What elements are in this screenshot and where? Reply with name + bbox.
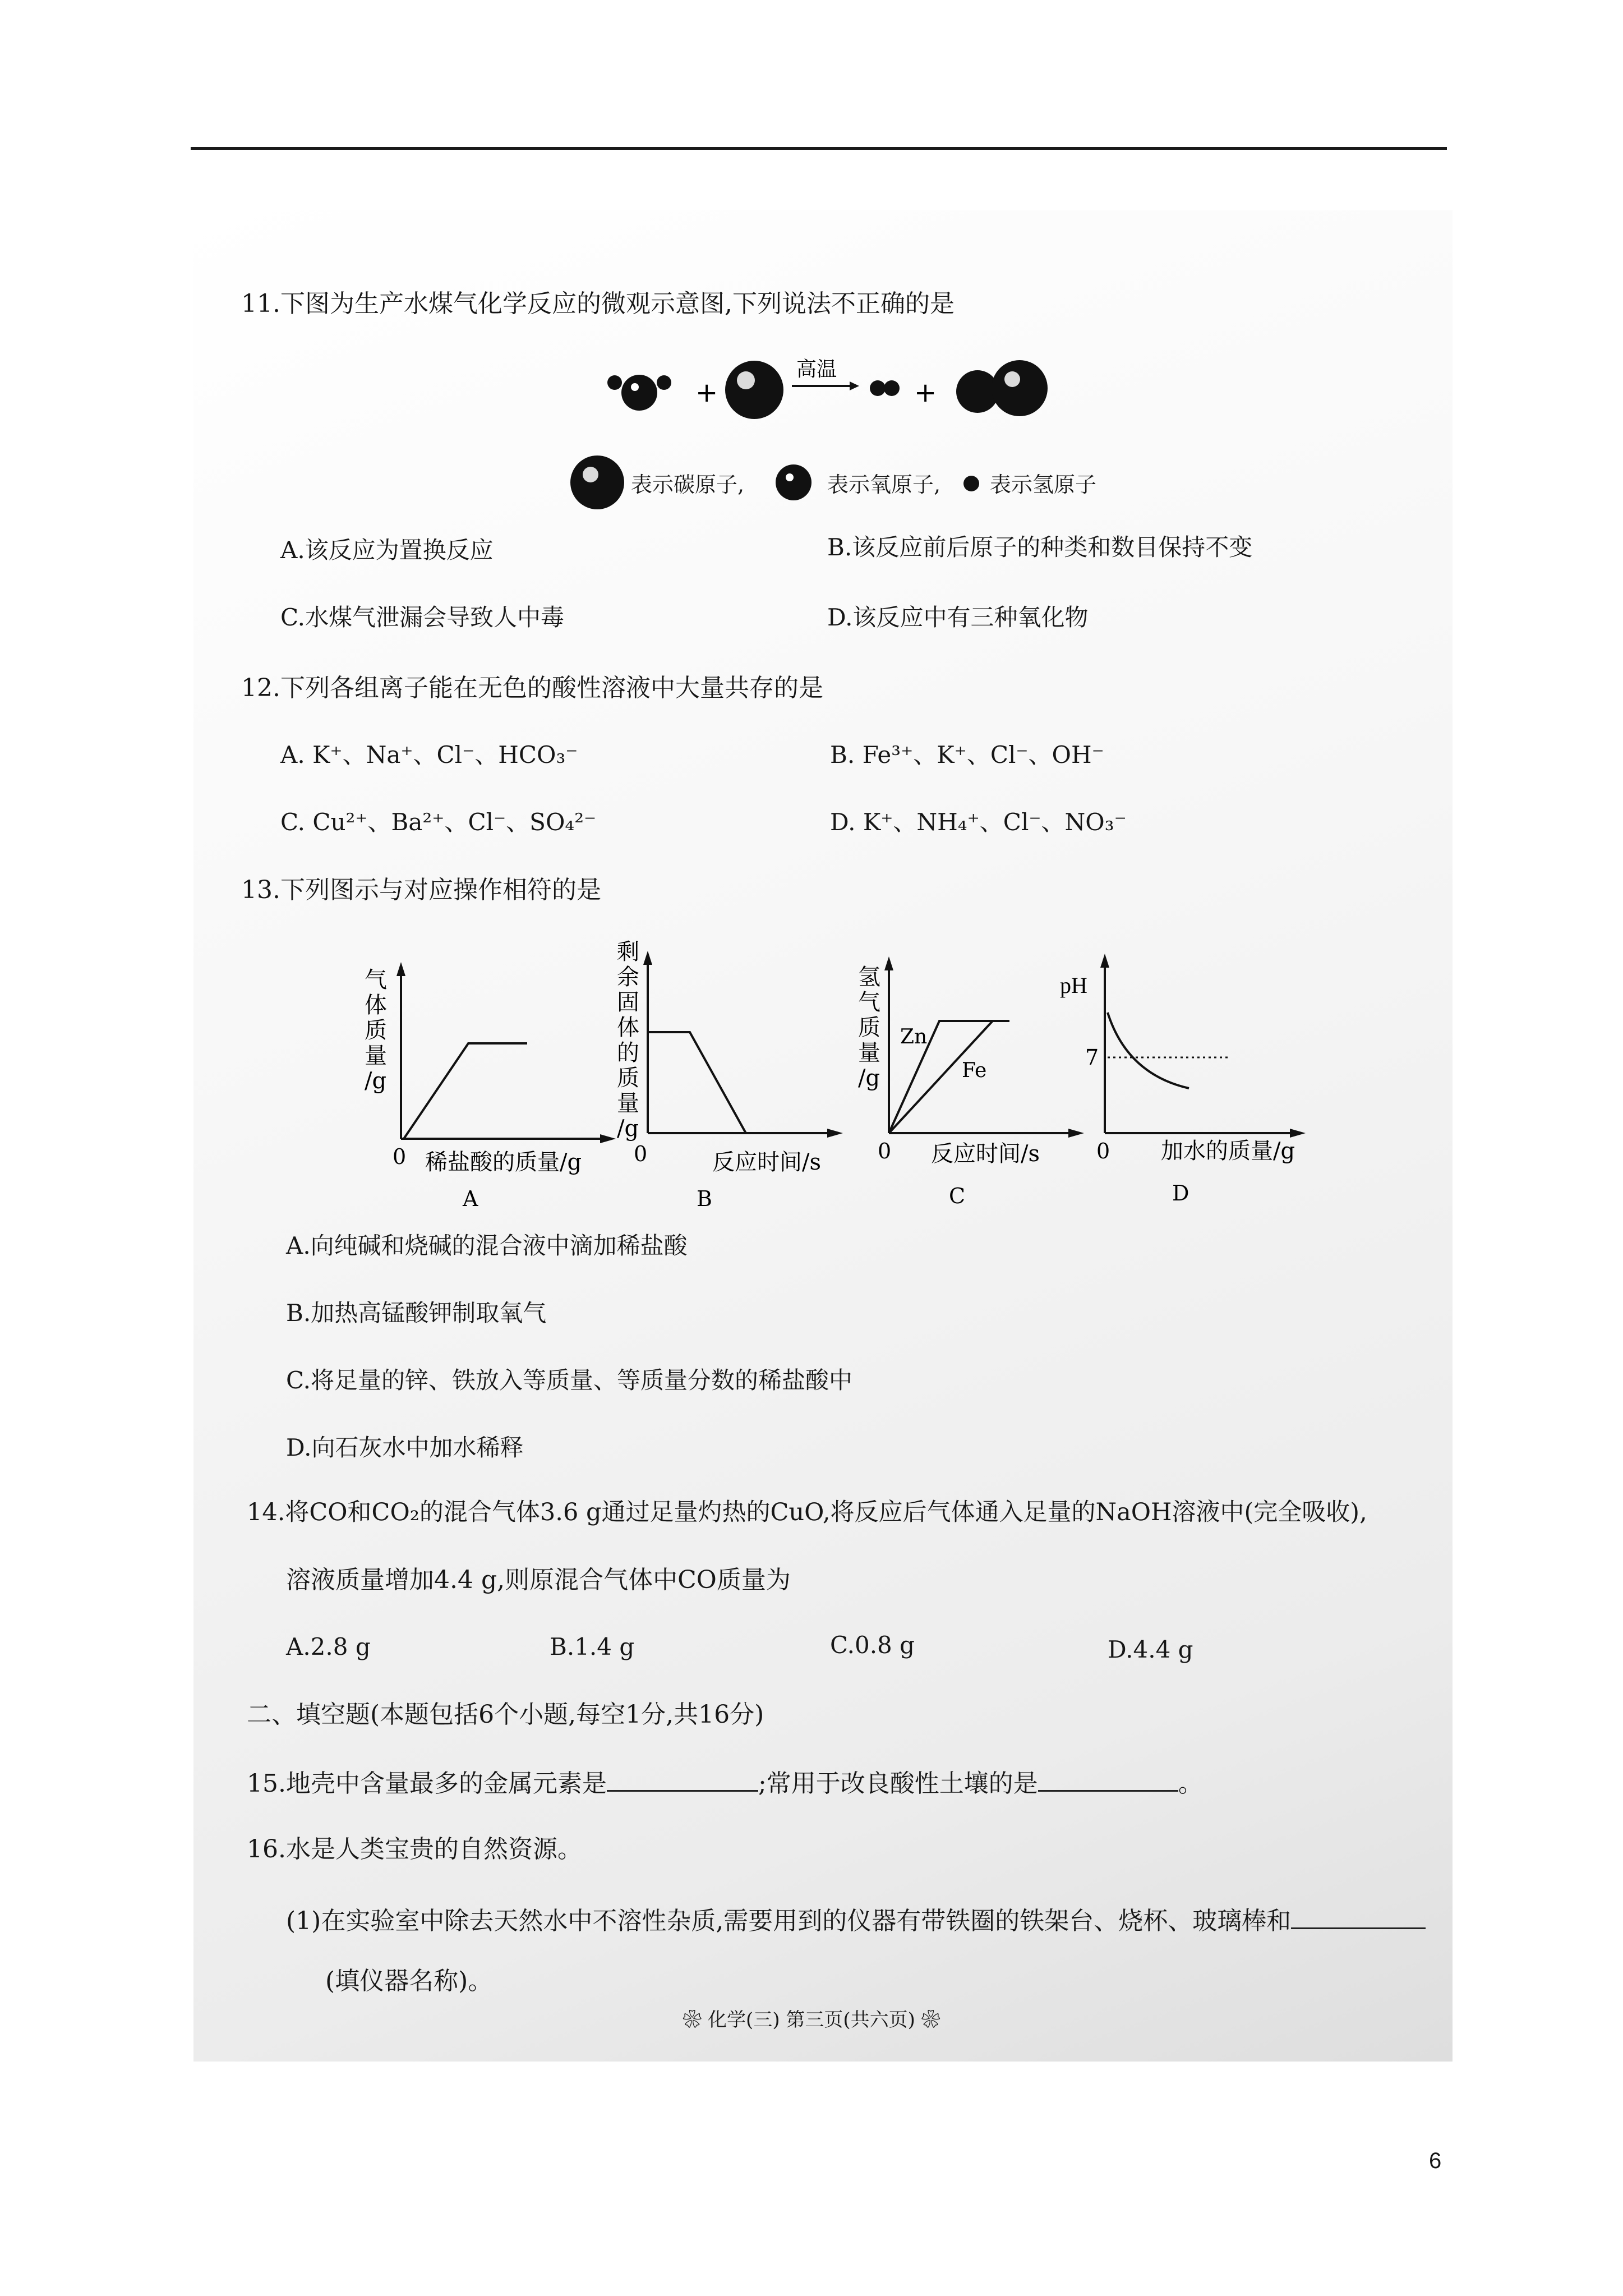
q15-blank-2[interactable]	[1038, 1770, 1178, 1792]
svg-text:质: 质	[365, 1018, 387, 1043]
q13-option-b: B.加热高锰酸钾制取氧气	[286, 1299, 547, 1327]
q14-option-c: C.0.8 g	[830, 1631, 915, 1659]
svg-text:量: 量	[365, 1043, 387, 1069]
q14-option-a: A.2.8 g	[286, 1633, 371, 1660]
q12-option-b: B. Fe³⁺、K⁺、Cl⁻、OH⁻	[830, 741, 1104, 769]
reaction-condition: 高温	[796, 358, 837, 381]
water-h-atom	[607, 375, 622, 390]
graph-a-curve	[404, 1043, 527, 1139]
q11-option-d: D.该反应中有三种氧化物	[827, 604, 1089, 631]
page-number: 6	[1429, 2148, 1442, 2173]
svg-text:余: 余	[617, 964, 639, 990]
header-rule	[191, 147, 1447, 150]
graph-c-series-zn: Zn	[900, 1025, 928, 1048]
graph-c-xlabel: 反应时间/s	[931, 1141, 1040, 1167]
svg-text:气: 气	[858, 990, 880, 1015]
svg-text:体: 体	[617, 1015, 639, 1041]
graph-a-ylabel-1: 气	[365, 967, 387, 993]
svg-text:量: 量	[858, 1040, 880, 1066]
q15-line	[247, 1770, 1203, 1796]
q11-legend-hydrogen-icon	[960, 472, 983, 495]
q15-part2: ;常用于改良酸性土壤的是	[758, 1769, 1038, 1798]
q14-option-b: B.1.4 g	[550, 1633, 635, 1660]
q12-option-d: D. K⁺、NH₄⁺、Cl⁻、NO₃⁻	[830, 808, 1127, 836]
graph-d-origin: 0	[1096, 1139, 1110, 1163]
graph-d-ylabel: pH	[1060, 973, 1087, 998]
q16-sub1: (1)在实验室中除去天然水中不溶性杂质,需要用到的仪器有带铁圈的铁架台、烧杯、玻璃棒和	[286, 1907, 1292, 1935]
q14-option-d: D.4.4 g	[1108, 1636, 1193, 1663]
q16-blank-1[interactable]	[1291, 1907, 1426, 1929]
graph-a-origin: 0	[393, 1144, 407, 1169]
graph-d-xlabel: 加水的质量/g	[1161, 1138, 1295, 1164]
legend-carbon-label: 表示碳原子,	[631, 472, 745, 497]
q15-end: 。	[1178, 1769, 1203, 1798]
svg-text:/g: /g	[365, 1068, 387, 1094]
water-h-atom	[657, 375, 671, 390]
svg-text:固: 固	[617, 990, 639, 1015]
svg-text:的: 的	[617, 1040, 639, 1066]
graph-b-curve	[648, 1032, 746, 1133]
q13-stem: 13.下列图示与对应操作相符的是	[241, 876, 601, 904]
q13-graph-a	[359, 954, 623, 1223]
section-2-heading: 二、填空题(本题包括6个小题,每空1分,共16分)	[247, 1700, 764, 1729]
legend-oxygen-label: 表示氧原子,	[827, 472, 941, 497]
h2-atom	[870, 380, 886, 396]
svg-text:体: 体	[365, 992, 387, 1018]
q16-sub1-line	[286, 1907, 1426, 1934]
q11-option-b: B.该反应前后原子的种类和数目保持不变	[827, 533, 1253, 561]
svg-text:量: 量	[617, 1091, 639, 1116]
graph-b-caption: B	[697, 1186, 712, 1211]
graph-d-curve	[1108, 1013, 1189, 1088]
graph-d-caption: D	[1172, 1181, 1189, 1205]
svg-text:氢: 氢	[858, 964, 880, 990]
q13-option-a: A.向纯碱和烧碱的混合液中滴加稀盐酸	[286, 1232, 688, 1259]
plus-sign: +	[914, 377, 937, 408]
graph-a-caption: A	[463, 1186, 478, 1211]
q12-option-c: C. Cu²⁺、Ba²⁺、Cl⁻、SO₄²⁻	[280, 808, 597, 836]
q16-stem: 16.水是人类宝贵的自然资源。	[247, 1835, 582, 1864]
plus-sign: +	[695, 377, 718, 408]
svg-text:/g: /g	[858, 1065, 880, 1091]
q15-blank-1[interactable]	[607, 1770, 758, 1792]
q15-part1: 15.地壳中含量最多的金属元素是	[247, 1769, 607, 1798]
co-c-atom	[992, 360, 1048, 416]
svg-text:质: 质	[858, 1015, 880, 1041]
graph-b-origin: 0	[634, 1142, 648, 1166]
svg-text:剩: 剩	[617, 939, 639, 965]
graph-c-origin: 0	[878, 1139, 892, 1163]
legend-hydrogen-label: 表示氢原子	[990, 472, 1097, 497]
q14-line2: 溶液质量增加4.4 g,则原混合气体中CO质量为	[286, 1566, 791, 1594]
q14-line1: 14.将CO和CO₂的混合气体3.6 g通过足量灼热的CuO,将反应后气体通入足量的NaOH溶液中(完全吸收),	[247, 1498, 1367, 1526]
q11-legend-oxygen-icon	[774, 463, 813, 502]
h2-atom	[884, 380, 900, 396]
q11-option-a: A.该反应为置换反应	[280, 536, 494, 564]
q13-graph-d	[1060, 954, 1329, 1223]
page-footer: ❀ 化学(三) 第三页(共六页) ❀	[683, 2009, 940, 2031]
q13-option-d: D.向石灰水中加水稀释	[286, 1434, 524, 1461]
q11-stem: 11.下图为生产水煤气化学反应的微观示意图,下列说法不正确的是	[241, 289, 955, 318]
graph-d-mark: 7	[1085, 1045, 1099, 1070]
water-o-atom	[621, 375, 657, 411]
q11-legend-carbon-icon	[569, 454, 625, 510]
q11-reaction-diagram	[594, 348, 1066, 432]
q16-sub1b: (填仪器名称)。	[325, 1967, 493, 1995]
svg-text:/g: /g	[617, 1116, 639, 1142]
q12-stem: 12.下列各组离子能在无色的酸性溶液中大量共存的是	[241, 674, 823, 702]
q11-option-c: C.水煤气泄漏会导致人中毒	[280, 604, 564, 631]
graph-a-xlabel: 稀盐酸的质量/g	[425, 1149, 582, 1175]
graph-c-series-fe: Fe	[962, 1059, 987, 1082]
q12-option-a: A. K⁺、Na⁺、Cl⁻、HCO₃⁻	[280, 741, 578, 769]
graph-b-xlabel: 反应时间/s	[712, 1149, 822, 1175]
svg-text:质: 质	[617, 1065, 639, 1091]
graph-c-caption: C	[949, 1184, 966, 1208]
carbon-atom	[725, 361, 783, 419]
q13-graph-b	[611, 931, 852, 1223]
q13-option-c: C.将足量的锌、铁放入等质量、等质量分数的稀盐酸中	[286, 1366, 852, 1394]
